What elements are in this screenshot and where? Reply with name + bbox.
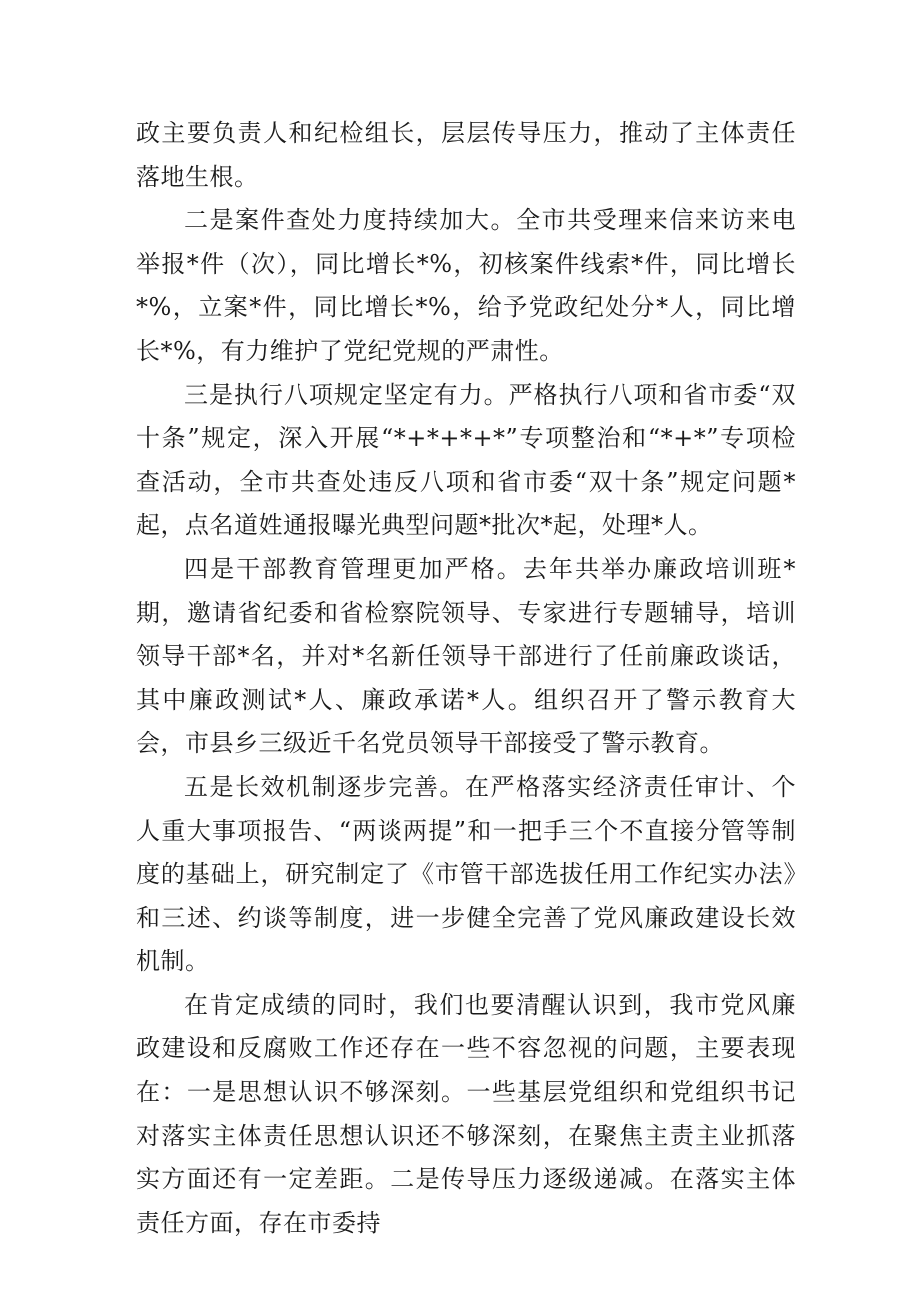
document-body: [136, 112, 796, 1245]
paragraph-problems: 在肯定成绩的同时，我们也要清醒认识到，我市党风廉政建设和反腐败工作还存在一些不容忽视的问题，主要表现在：一是思想认识不够深刻。一些基层党组织和党组织书记对落实主体责任思想认识还不够深刻，在聚焦主责主业抓落实方面还有一定差距。二是传导压力逐级递减。在落实主体责任方面，存在市委持: [136, 990, 796, 1237]
paragraph-continuation: 政主要负责人和纪检组长，层层传导压力，推动了主体责任落地生根。: [136, 119, 796, 191]
paragraph-long-term-mechanism: 五是长效机制逐步完善。在严格落实经济责任审计、个人重大事项报告、“两谈两提”和一把手三个不直接分管等制度的基础上，研究制定了《市管干部选拔任用工作纪实办法》和三述、约谈等制度，进一步健全完善了党风廉政建设长效机制。: [136, 772, 796, 976]
paragraph-case-handling: 二是案件查处力度持续加大。全市共受理来信来访来电举报*件（次），同比增长*%，初核案件线索*件，同比增长*%，立案*件，同比增长*%，给予党政纪处分*人，同比增长*%，有力维护了党纪党规的严肃性。: [136, 206, 796, 365]
paragraph-eight-regulations: 三是执行八项规定坚定有力。严格执行八项和省市委“双十条”规定，深入开展“*+*+*+*”专项整治和“*+*”专项检查活动，全市共查处违反八项和省市委“双十条”规定问题*起，点名道姓通报曝光典型问题*批次*起，处理*人。: [136, 380, 796, 540]
paragraph-cadre-education: 四是干部教育管理更加严格。去年共举办廉政培训班*期，邀请省纪委和省检察院领导、专家进行专题辅导，培训领导干部*名，并对*名新任领导干部进行了任前廉政谈话，其中廉政测试*人、廉政承诺*人。组织召开了警示教育大会，市县乡三级近千名党员领导干部接受了警示教育。: [136, 554, 796, 758]
